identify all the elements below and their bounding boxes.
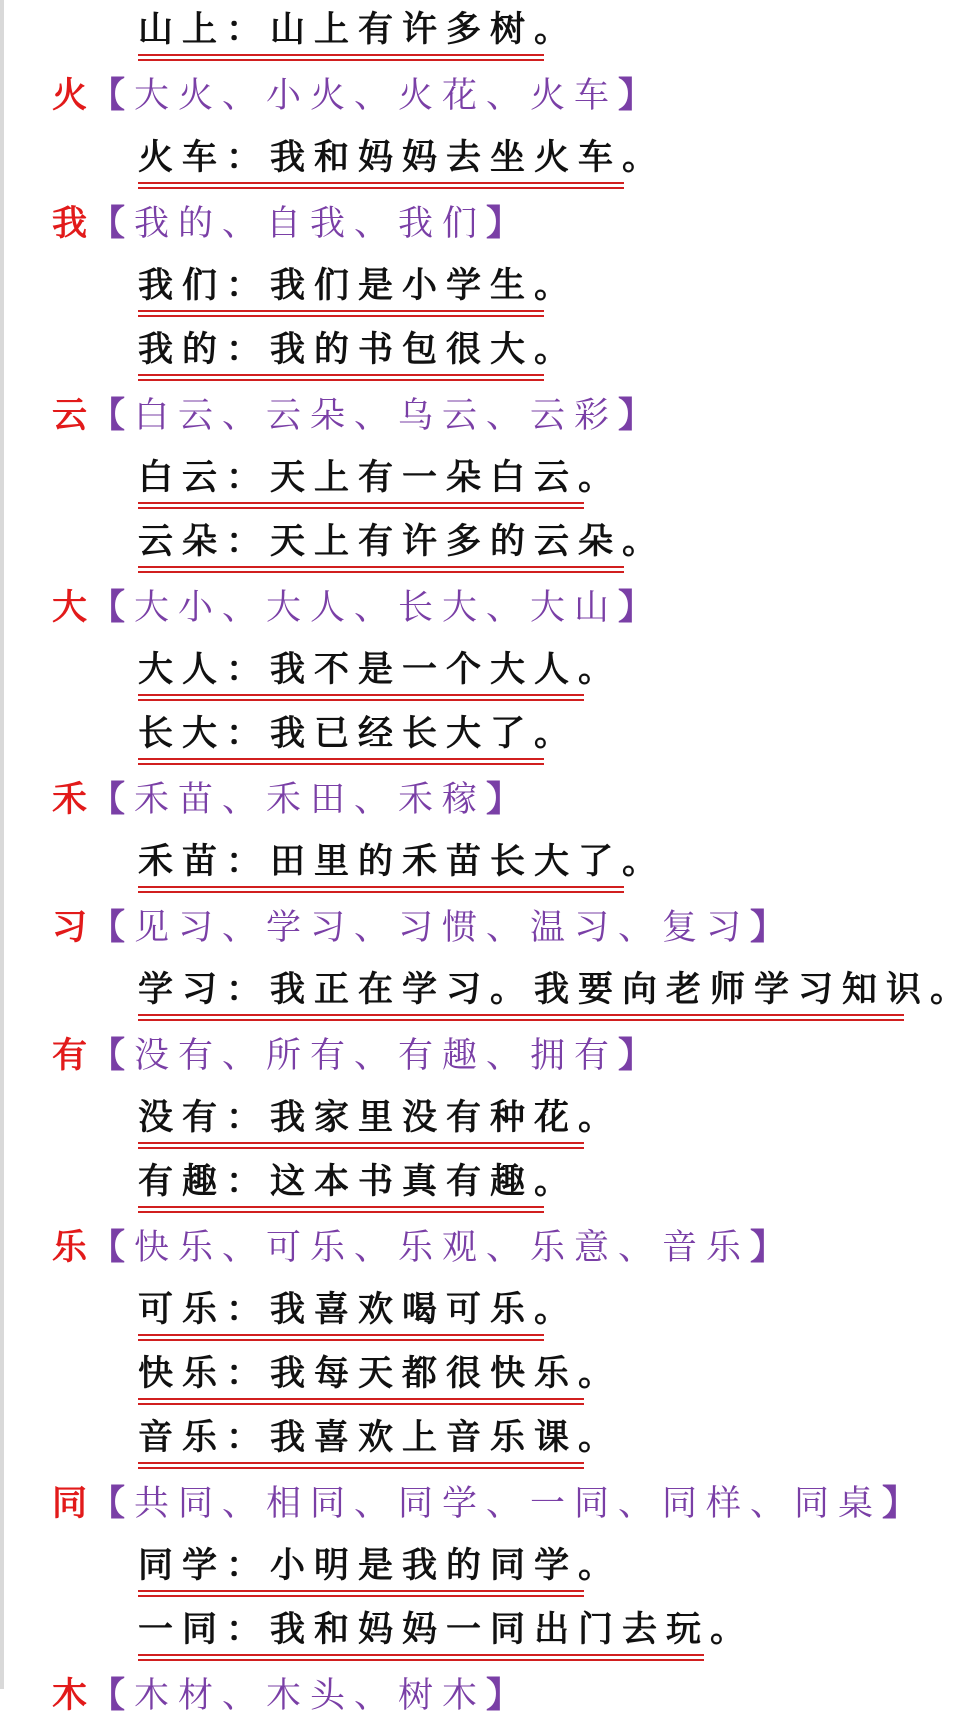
sentence-underline — [138, 694, 584, 701]
sentence-underline — [138, 374, 544, 381]
example-sentence: 学习：我正在学习。我要向老师学习知识。 — [138, 969, 974, 1010]
sentence-underline — [138, 1590, 584, 1597]
head-character: 同 — [52, 1483, 88, 1524]
sentence-underline — [138, 886, 624, 893]
close-bracket: 】 — [486, 203, 531, 244]
word-list — [90, 396, 662, 436]
example-sentence: 山上：山上有许多树。 — [138, 9, 579, 50]
head-character: 禾 — [52, 779, 88, 820]
sentence-underline — [138, 182, 624, 189]
close-bracket: 】 — [882, 1483, 927, 1524]
open-bracket: 【 — [90, 587, 135, 628]
word-list — [90, 76, 662, 116]
open-bracket: 【 — [90, 1483, 135, 1524]
head-character: 有 — [52, 1035, 88, 1076]
example-sentence: 同学：小明是我的同学。 — [138, 1545, 623, 1586]
example-sentence: 大人：我不是一个大人。 — [138, 649, 623, 690]
word-list-text: 白云、云朵、乌云、云彩 — [134, 396, 619, 436]
close-bracket: 】 — [750, 907, 795, 948]
word-list-text: 共同、相同、同学、一同、同样、同桌 — [134, 1484, 883, 1524]
example-sentence: 白云：天上有一朵白云。 — [138, 457, 623, 498]
word-list-text: 大火、小火、火花、火车 — [134, 76, 619, 116]
close-bracket: 】 — [750, 1227, 795, 1268]
word-list-text: 见习、学习、习惯、温习、复习 — [134, 908, 751, 948]
close-bracket: 】 — [618, 587, 663, 628]
open-bracket: 【 — [90, 395, 135, 436]
head-character: 乐 — [52, 1227, 88, 1268]
example-sentence: 音乐：我喜欢上音乐课。 — [138, 1417, 623, 1458]
open-bracket: 【 — [90, 1227, 135, 1268]
head-character: 火 — [52, 75, 88, 116]
example-sentence: 禾苗：田里的禾苗长大了。 — [138, 841, 667, 882]
example-sentence: 可乐：我喜欢喝可乐。 — [138, 1289, 579, 1330]
example-sentence: 没有：我家里没有种花。 — [138, 1097, 623, 1138]
word-list-text: 禾苗、禾田、禾稼 — [134, 780, 487, 820]
open-bracket: 【 — [90, 1675, 135, 1716]
sentence-underline — [138, 1462, 584, 1469]
example-sentence: 我们：我们是小学生。 — [138, 265, 579, 306]
word-list-text: 我的、自我、我们 — [134, 204, 487, 244]
word-list-text: 快乐、可乐、乐观、乐意、音乐 — [134, 1228, 751, 1268]
sentence-underline — [138, 1334, 544, 1341]
word-list — [90, 1228, 794, 1268]
head-character: 大 — [52, 587, 88, 628]
open-bracket: 【 — [90, 203, 135, 244]
head-character: 云 — [52, 395, 88, 436]
head-character: 我 — [52, 203, 88, 244]
sentence-underline — [138, 310, 544, 317]
sentence-underline — [138, 502, 584, 509]
head-character: 习 — [52, 907, 88, 948]
close-bracket: 】 — [618, 395, 663, 436]
open-bracket: 【 — [90, 779, 135, 820]
word-list-text: 没有、所有、有趣、拥有 — [134, 1036, 619, 1076]
word-list — [90, 780, 530, 820]
word-list — [90, 204, 530, 244]
example-sentence: 长大：我已经长大了。 — [138, 713, 579, 754]
sentence-underline — [138, 758, 544, 765]
word-list-text: 大小、大人、长大、大山 — [134, 588, 619, 628]
word-list — [90, 1676, 530, 1716]
head-character: 木 — [52, 1675, 88, 1716]
open-bracket: 【 — [90, 75, 135, 116]
sentence-underline — [138, 566, 624, 573]
close-bracket: 】 — [618, 75, 663, 116]
sentence-underline — [138, 1014, 904, 1021]
close-bracket: 】 — [486, 779, 531, 820]
open-bracket: 【 — [90, 907, 135, 948]
word-list-text: 木材、木头、树木 — [134, 1676, 487, 1716]
sentence-underline — [138, 1206, 544, 1213]
word-list — [90, 1036, 662, 1076]
example-sentence: 有趣：这本书真有趣。 — [138, 1161, 579, 1202]
close-bracket: 】 — [486, 1675, 531, 1716]
example-sentence: 一同：我和妈妈一同出门去玩。 — [138, 1609, 755, 1650]
word-list — [90, 908, 794, 948]
close-bracket: 】 — [618, 1035, 663, 1076]
sentence-underline — [138, 1142, 584, 1149]
word-list — [90, 588, 662, 628]
word-list — [90, 1484, 926, 1524]
example-sentence: 火车：我和妈妈去坐火车。 — [138, 137, 667, 178]
sentence-underline — [138, 54, 544, 61]
open-bracket: 【 — [90, 1035, 135, 1076]
sentence-underline — [138, 1398, 584, 1405]
example-sentence: 云朵：天上有许多的云朵。 — [138, 521, 667, 562]
sentence-underline — [138, 1654, 704, 1661]
example-sentence: 我的：我的书包很大。 — [138, 329, 579, 370]
page-edge — [0, 0, 4, 1689]
example-sentence: 快乐：我每天都很快乐。 — [138, 1353, 623, 1394]
